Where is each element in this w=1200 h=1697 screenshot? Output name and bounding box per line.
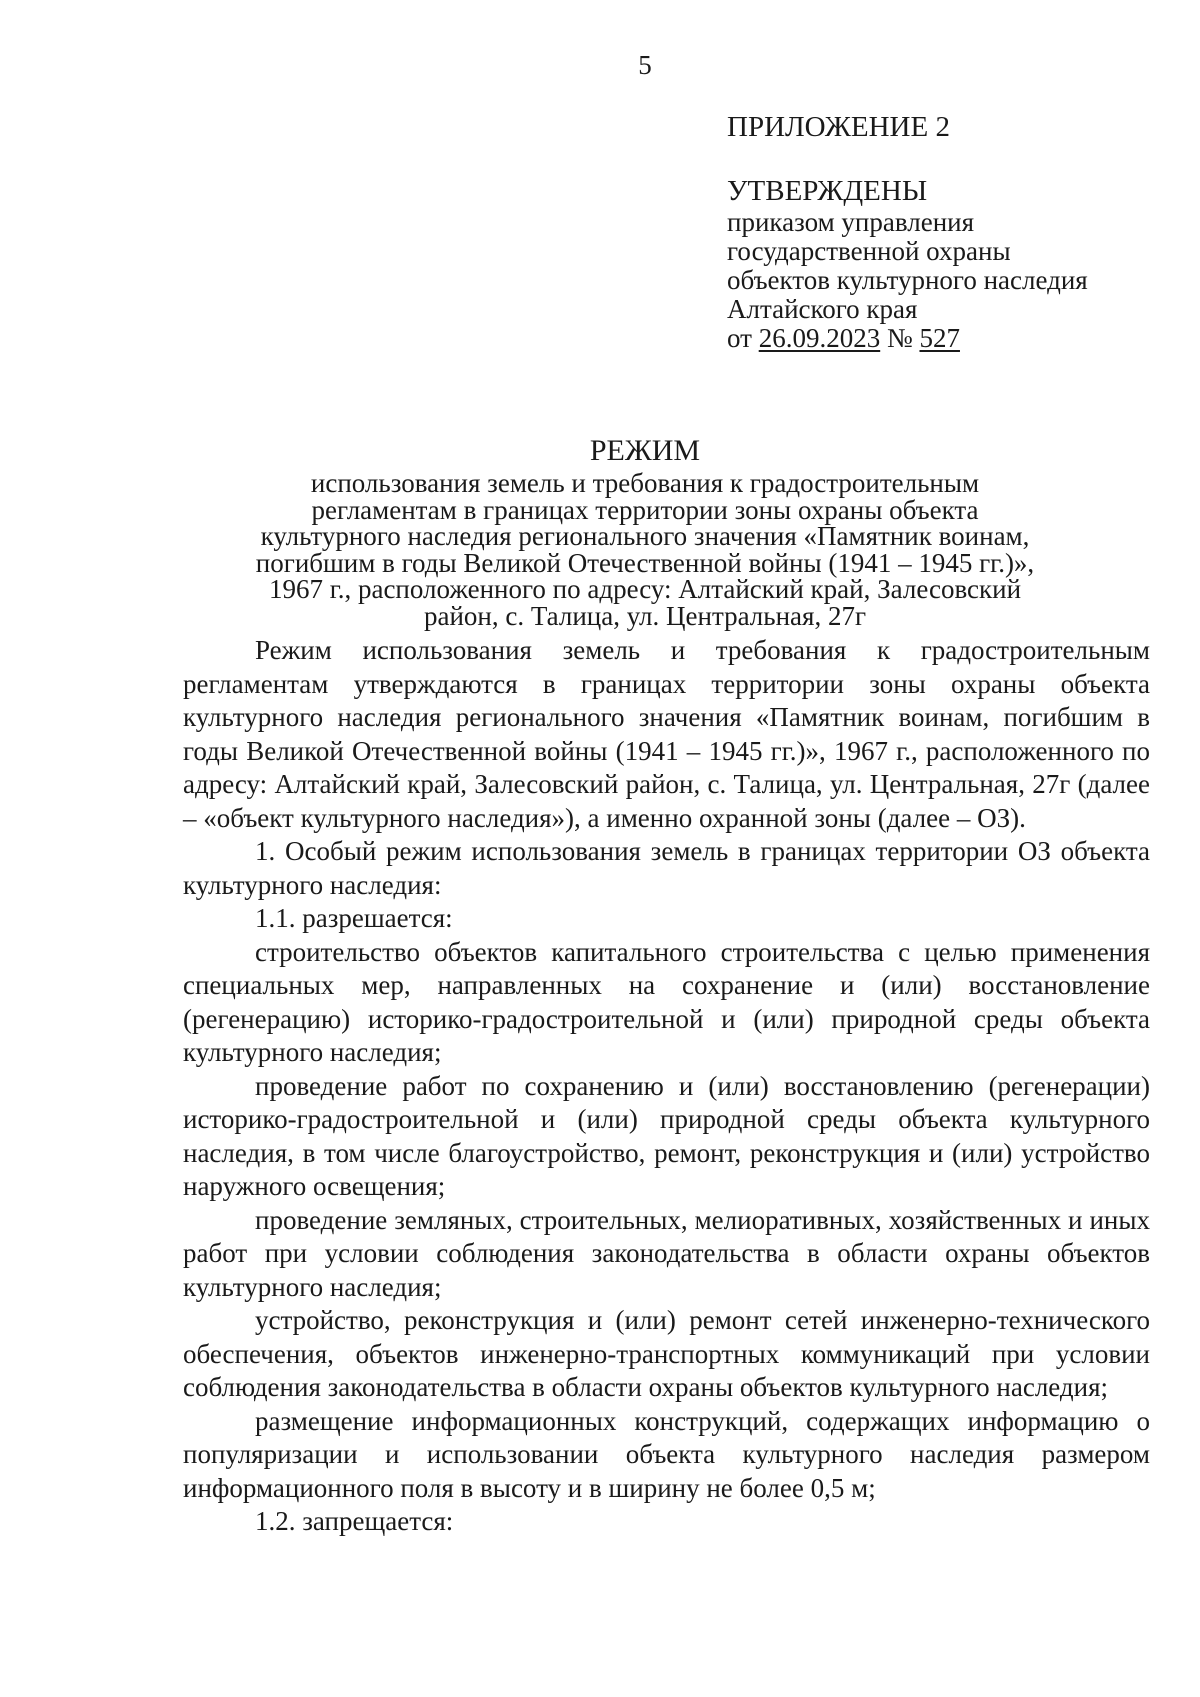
body-paragraph: устройство, реконструкция и (или) ремонт сетей инженерно-технического обеспечения, объектов инженерно-транспортных коммуникаций при условии соблюдения законодательства в области охраны объектов культурного наследия; — [183, 1305, 1150, 1402]
approval-line: приказом управления — [727, 207, 975, 237]
document-title-block — [180, 434, 1110, 629]
body-paragraph: Режим использования земель и требования к градостроительным регламентам утверждаются в границах территории зоны охраны объекта культурного наследия регионального значения «Памятник воинам, погибшим в годы Великой Отечественной войны (1941 – 1945 гг.)», 1967 г., расположенного по адресу: Алтайский край, Залесовский район, с. Талица, ул. Центральная, 27г (далее – «объект культурного наследия»), а именно охранной зоны (далее – ОЗ). — [183, 635, 1150, 833]
document-title: РЕЖИМ — [589, 434, 701, 467]
body-paragraph: проведение земляных, строительных, мелиоративных, хозяйственных и иных работ при условии соблюдения законодательства в области охраны объектов культурного наследия; — [183, 1204, 1150, 1302]
order-number: 527 — [919, 323, 960, 353]
date-prefix: от — [727, 323, 759, 353]
body-paragraph: 1.1. разрешается: — [255, 903, 453, 933]
number-prefix: № — [880, 323, 920, 353]
order-date: 26.09.2023 — [758, 323, 881, 353]
document-subtitle-line: район, с. Талица, ул. Центральная, 27г — [423, 600, 867, 631]
approved-label: УТВЕРЖДЕНЫ — [727, 175, 928, 207]
appendix-label: ПРИЛОЖЕНИЕ 2 — [727, 111, 950, 143]
approval-block — [727, 110, 1167, 353]
approval-line: государственной охраны — [727, 236, 1011, 266]
document-subtitle-line: регламентам в границах территории зоны охраны объекта — [311, 494, 979, 525]
document-subtitle-line: 1967 г., расположенного по адресу: Алтайский край, Залесовский — [268, 574, 1022, 604]
document-body — [183, 634, 1150, 1539]
approval-line: Алтайского края — [727, 294, 918, 324]
document-subtitle-line: погибшим в годы Великой Отечественной войны (1941 – 1945 гг.)», — [255, 547, 1035, 578]
body-paragraph: размещение информационных конструкций, содержащих информацию о популяризации и использовании объекта культурного наследия размером информационного поля в высоту и в ширину не более 0,5 м; — [183, 1405, 1150, 1503]
body-paragraph: 1.2. запрещается: — [255, 1506, 454, 1536]
body-paragraph: 1. Особый режим использования земель в границах территории ОЗ объекта культурного наследия: — [183, 836, 1150, 900]
body-paragraph: строительство объектов капитального строительства с целью применения специальных мер, направленных на сохранение и (или) восстановление (регенерацию) историко-градостроительной и (или) природной среды объекта культурного наследия; — [183, 936, 1150, 1067]
order-reference — [727, 324, 1167, 353]
body-paragraph: проведение работ по сохранению и (или) восстановлению (регенерации) историко-градостроительной и (или) природной среды объекта культурного наследия, в том числе благоустройство, ремонт, реконструкция и (или) устройство наружного освещения; — [183, 1070, 1150, 1201]
document-subtitle-line: культурного наследия регионального значения «Памятник воинам, — [260, 521, 1030, 551]
approval-line: объектов культурного наследия — [727, 265, 1088, 295]
page-number: 5 — [638, 50, 652, 80]
document-subtitle-line: использования земель и требования к градостроительным — [310, 468, 980, 498]
